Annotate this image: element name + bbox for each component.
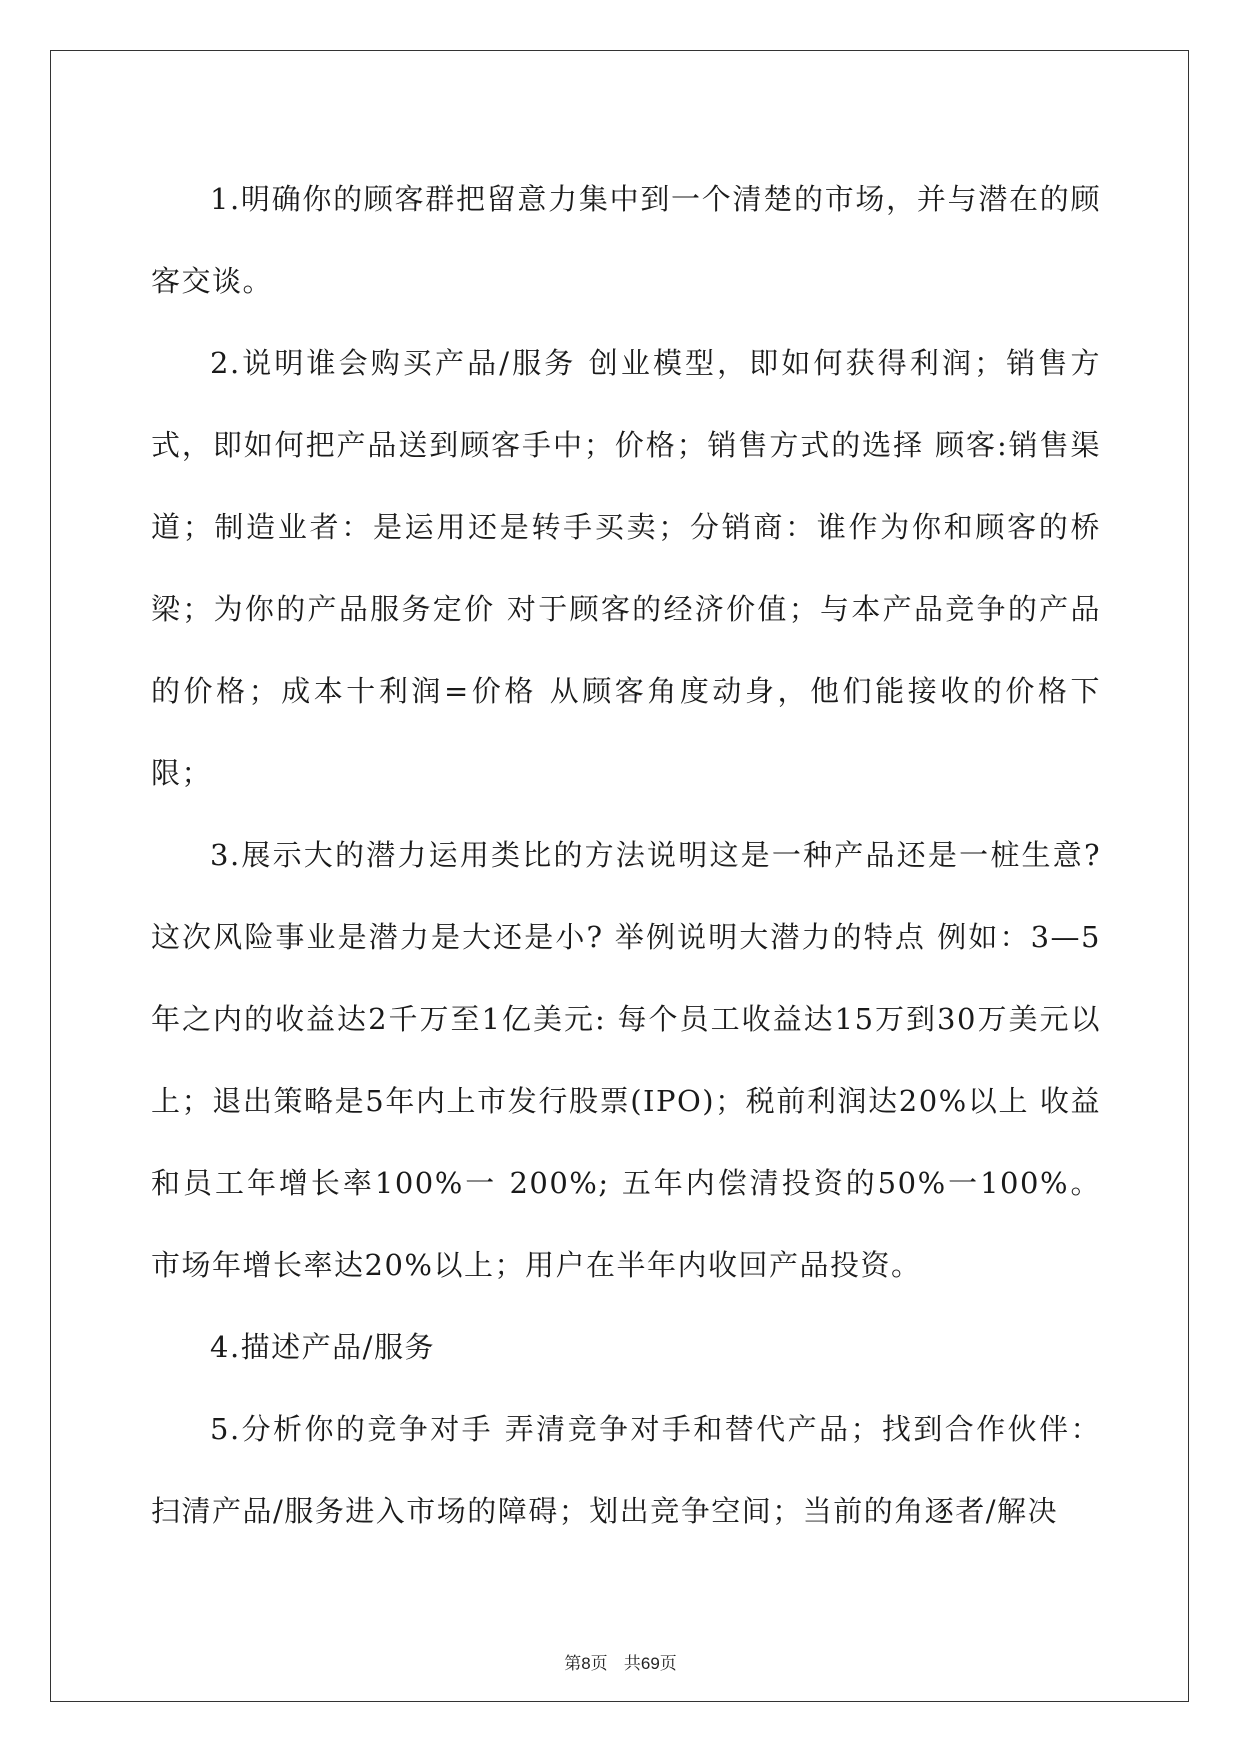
- page-suffix: 页: [590, 1654, 608, 1674]
- page-number: 8: [581, 1654, 591, 1673]
- total-pages: 69: [640, 1654, 660, 1673]
- total-suffix: 页: [659, 1654, 677, 1674]
- total-prefix: 共: [623, 1654, 641, 1674]
- paragraph-5: 5.分析你的竞争对手 弄清竞争对手和替代产品；找到合作伙伴：扫清产品/服务进入市场的障碍；划出竞争空间；当前的角逐者/解决: [151, 1412, 1101, 1528]
- paragraph-3: 3.展示大的潜力运用类比的方法说明这是一种产品还是一桩生意?这次风险事业是潜力是大还是小? 举例说明大潜力的特点 例如：3—5年之内的收益达2千万至1亿美元: 每个员工收益达15万到30万美元以上；退出策略是5年内上市发行股票(IPO)；税前利润达20%以上 收益和员工年增长率100%一 200%; 五年内偿清投资的50%一100%。 市场年增长率达20%以上；用户在半年内收回产品投资。: [151, 838, 1101, 1282]
- paragraph-2: 2.说明谁会购买产品/服务 创业模型，即如何获得利润；销售方式，即如何把产品送到顾客手中；价格；销售方式的选择 顾客:销售渠道；制造业者：是运用还是转手买卖；分销商：谁作为你和顾客的桥梁；为你的产品服务定价 对于顾客的经济价值；与本产品竞争的产品的价格；成本十利润=价格 从顾客角度动身，他们能接收的价格下限；: [151, 346, 1101, 790]
- paragraph-4: 4.描述产品/服务: [210, 1330, 435, 1364]
- paragraph-1: 1.明确你的顾客群把留意力集中到一个清楚的市场，并与潜在的顾客交谈。: [151, 182, 1101, 298]
- page-prefix: 第: [564, 1654, 582, 1674]
- document-body: [151, 158, 1101, 1552]
- page-footer: [0, 1653, 1241, 1675]
